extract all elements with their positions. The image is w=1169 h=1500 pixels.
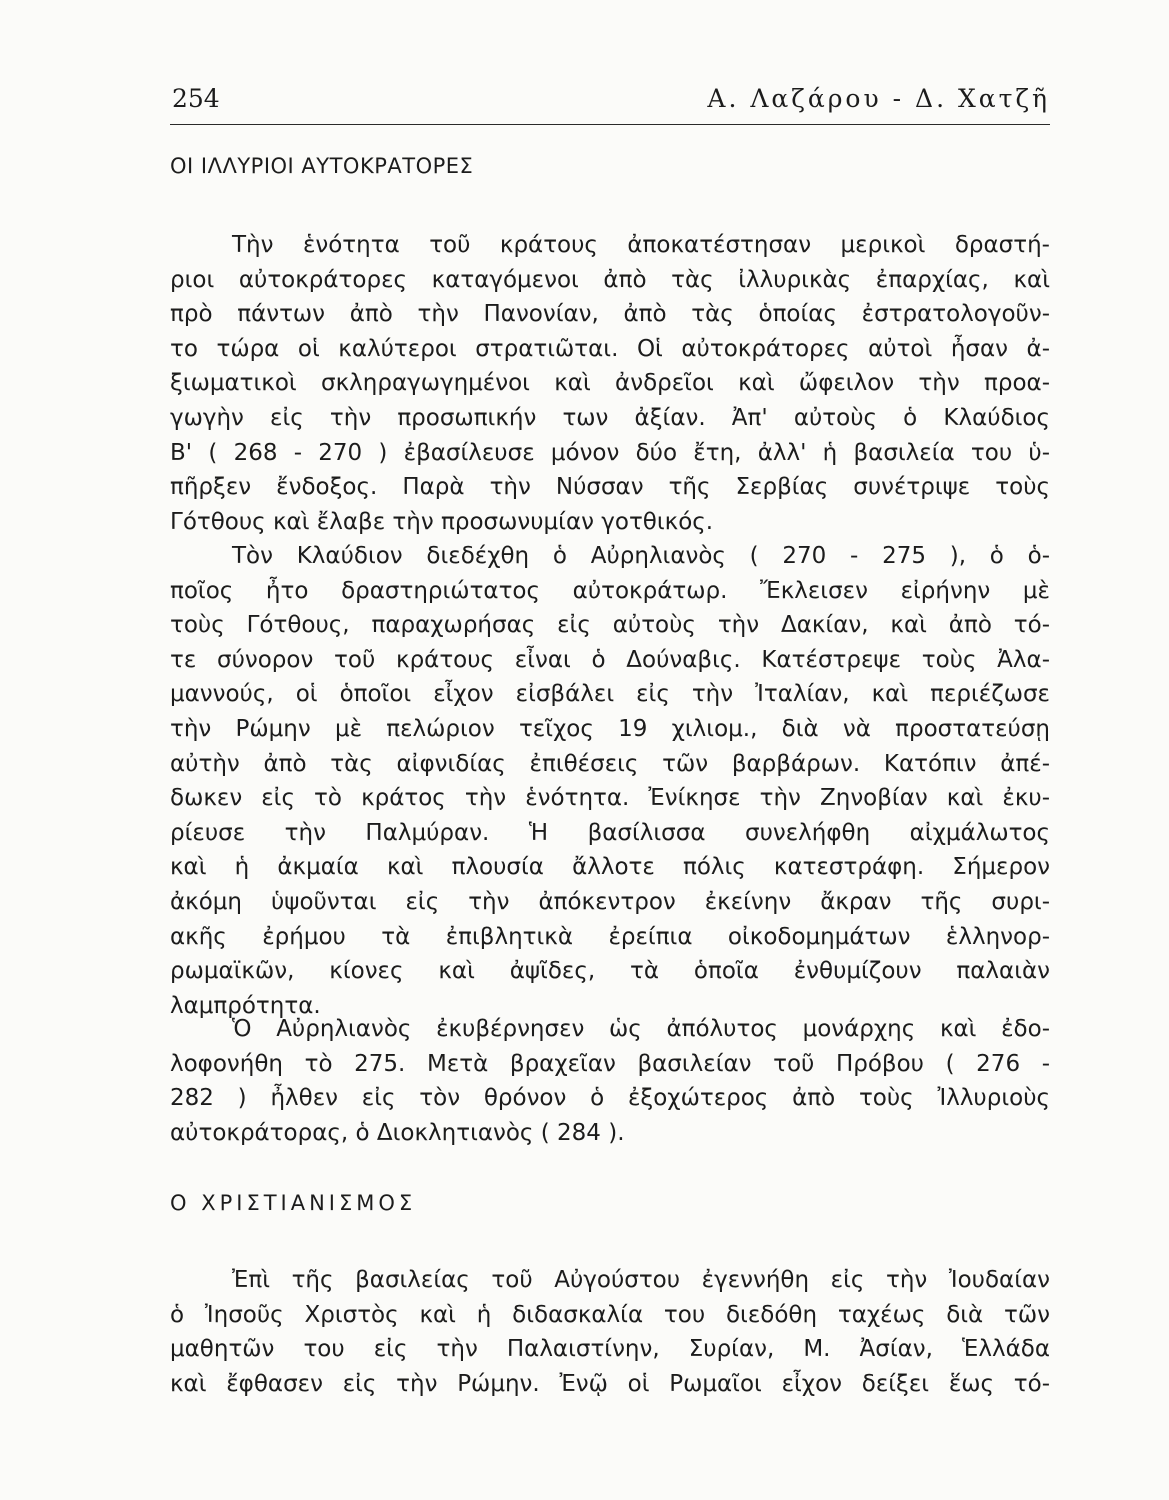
text-line: αὐτοκράτορας, ὁ Διοκλητιανὸς ( 284 ).: [170, 1119, 625, 1146]
text-line: λοφονήθη τὸ 275. Μετὰ βραχεῖαν βασιλείαν τοῦ Πρόβου ( 276 -: [170, 1050, 1050, 1077]
paragraph: [170, 1012, 1050, 1150]
running-head: [170, 84, 1050, 125]
text-line: αὐτὴν ἀπὸ τὰς αἰφνιδίας ἐπιθέσεις τῶν βαρβάρων. Κατόπιν ἀπέ-: [170, 750, 1050, 777]
text-line: τε σύνορον τοῦ κράτους εἶναι ὁ Δούναβις. Κατέστρεψε τοὺς Ἀλα-: [170, 646, 1050, 673]
paragraph: [170, 1263, 1050, 1401]
text-line: ποῖος ἦτο δραστηριώτατος αὐτοκράτωρ. Ἔκλεισεν εἰρήνην μὲ: [170, 577, 1050, 604]
running-head-author: Α. Λαζάρου - Δ. Χατζῆ: [707, 84, 1050, 113]
text-line: το τώρα οἱ καλύτεροι στρατιῶται. Οἱ αὐτοκράτορες αὐτοὶ ἦσαν ἀ-: [170, 335, 1050, 362]
text-line: Ἐπὶ τῆς βασιλείας τοῦ Αὐγούστου ἐγεννήθη εἰς τὴν Ἰουδαίαν: [232, 1267, 1050, 1293]
text-line: μαννούς, οἱ ὁποῖοι εἶχον εἰσβάλει εἰς τὴν Ἰταλίαν, καὶ περιέζωσε: [170, 681, 1050, 708]
text-line: καὶ ἔφθασεν εἰς τὴν Ρώμην. Ἐνῷ οἱ Ρωμαῖοι εἶχον δείξει ἕως τό-: [170, 1370, 1050, 1397]
text-line: Ὁ Αὐρηλιανὸς ἐκυβέρνησεν ὡς ἀπόλυτος μονάρχης καὶ ἐδο-: [232, 1016, 1050, 1042]
text-line: ὁ Ἰησοῦς Χριστὸς καὶ ἡ διδασκαλία του διεδόθη ταχέως διὰ τῶν: [170, 1301, 1050, 1328]
text-line: γωγὴν εἰς τὴν προσωπικήν των ἀξίαν. Ἀπ' αὐτοὺς ὁ Κλαύδιος: [170, 404, 1050, 431]
text-line: πρὸ πάντων ἀπὸ τὴν Πανονίαν, ἀπὸ τὰς ὁποίας ἐστρατολογοῦν-: [170, 301, 1050, 328]
paragraph: [170, 228, 1050, 539]
text-line: ἀκόμη ὑψοῦνται εἰς τὴν ἀπόκεντρον ἐκείνην ἄκραν τῆς συρι-: [170, 888, 1050, 915]
text-line: τοὺς Γότθους, παραχωρήσας εἰς αὐτοὺς τὴν Δακίαν, καὶ ἀπὸ τό-: [170, 612, 1050, 639]
text-line: καὶ ἡ ἀκμαία καὶ πλουσία ἄλλοτε πόλις κατεστράφη. Σήμερον: [170, 854, 1050, 881]
section-heading-christianity: Ο ΧΡΙΣΤΙΑΝΙΣΜΟΣ: [170, 1191, 417, 1215]
page-number: 254: [172, 84, 220, 113]
text-line: Γότθους καὶ ἔλαβε τὴν προσωνυμίαν γοτθικός.: [170, 508, 714, 535]
text-line: 282 ) ἦλθεν εἰς τὸν θρόνον ὁ ἐξοχώτερος ἀπὸ τοὺς Ἰλλυριοὺς: [170, 1085, 1050, 1112]
text-line: λαμπρότητα.: [170, 992, 321, 1019]
text-line: Τὴν ἑνότητα τοῦ κράτους ἀποκατέστησαν μερικοὶ δραστή-: [232, 232, 1050, 258]
text-line: πῆρξεν ἔνδοξος. Παρὰ τὴν Νύσσαν τῆς Σερβίας συνέτριψε τοὺς: [170, 474, 1050, 501]
text-line: δωκεν εἰς τὸ κράτος τὴν ἑνότητα. Ἐνίκησε τὴν Ζηνοβίαν καὶ ἐκυ-: [170, 785, 1050, 812]
text-line: ριοι αὐτοκράτορες καταγόμενοι ἀπὸ τὰς ἰλλυρικὰς ἐπαρχίας, καὶ: [170, 266, 1050, 293]
text-line: μαθητῶν του εἰς τὴν Παλαιστίνην, Συρίαν, Μ. Ἀσίαν, Ἑλλάδα: [170, 1336, 1050, 1363]
text-line: Τὸν Κλαύδιον διεδέχθη ὁ Αὐρηλιανὸς ( 270 - 275 ), ὁ ὁ-: [232, 543, 1050, 569]
text-line: ρωμαϊκῶν, κίονες καὶ ἀψῖδες, τὰ ὁποῖα ἐνθυμίζουν παλαιὰν: [170, 958, 1050, 985]
text-line: ακῆς ἐρήμου τὰ ἐπιβλητικὰ ἐρείπια οἰκοδομημάτων ἑλληνορ-: [170, 923, 1050, 950]
text-line: ξιωματικοὶ σκληραγωγημένοι καὶ ἀνδρεῖοι καὶ ὤφειλον τὴν προα-: [170, 370, 1050, 397]
book-page: [170, 0, 1050, 1500]
text-line: Β' ( 268 - 270 ) ἐβασίλευσε μόνον δύο ἔτη, ἀλλ' ἡ βασιλεία του ὑ-: [170, 439, 1050, 466]
text-line: τὴν Ρώμην μὲ πελώριον τεῖχος 19 χιλιομ., διὰ νὰ προστατεύσῃ: [170, 715, 1050, 742]
section-heading-illyrian-emperors: ΟΙ ΙΛΛΥΡΙΟΙ ΑΥΤΟΚΡΑΤΟΡΕΣ: [170, 154, 474, 178]
text-line: ρίευσε τὴν Παλμύραν. Ἡ βασίλισσα συνελήφθη αἰχμάλωτος: [170, 819, 1050, 846]
paragraph: [170, 539, 1050, 1023]
